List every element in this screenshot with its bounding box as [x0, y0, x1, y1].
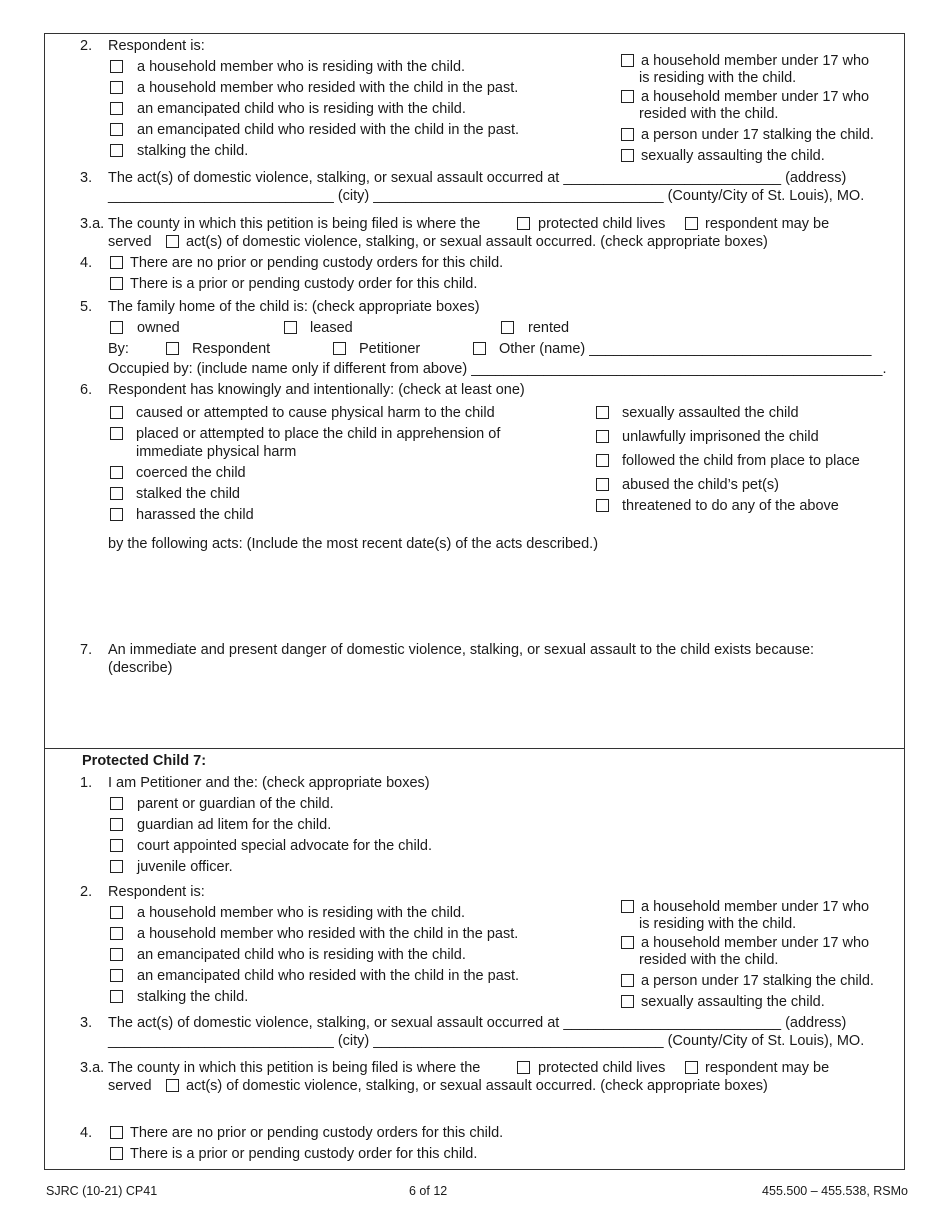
address-line: The act(s) of domestic violence, stalking, or sexual assault occurred at ___________________________ (address): [108, 170, 847, 186]
city-county-line: ____________________________ (city) ____________________________________ (County/City of St. Louis), MO.: [108, 188, 865, 204]
checkbox[interactable]: [284, 321, 297, 334]
checkbox[interactable]: [110, 406, 123, 419]
acts-description-area[interactable]: [108, 556, 888, 636]
checkbox[interactable]: [517, 1061, 530, 1074]
option-label: a household member who is residing with the child.: [137, 905, 466, 921]
option-label: respondent may be: [705, 216, 830, 232]
option-label: court appointed special advocate for the child.: [137, 838, 433, 854]
page-number: 6 of 12: [409, 1184, 448, 1198]
checkbox[interactable]: [621, 995, 634, 1008]
option-label: a household member who resided with the child in the past.: [137, 80, 519, 96]
question-text: The county in which this petition is being filed is where the: [108, 1060, 481, 1076]
item-number: 4.: [80, 255, 93, 271]
option-label: immediate physical harm: [136, 444, 297, 460]
item-number: 3.: [80, 170, 93, 186]
checkbox[interactable]: [110, 927, 123, 940]
option-label: resided with the child.: [639, 106, 779, 122]
checkbox[interactable]: [621, 936, 634, 949]
checkbox[interactable]: [621, 128, 634, 141]
option-label: resided with the child.: [639, 952, 779, 968]
checkbox[interactable]: [110, 797, 123, 810]
question-text: The family home of the child is: (check appropriate boxes): [108, 299, 480, 315]
question-text: (describe): [108, 660, 173, 676]
question-text: The county in which this petition is being filed is where the: [108, 216, 481, 232]
danger-description-area[interactable]: [108, 680, 888, 740]
checkbox[interactable]: [621, 149, 634, 162]
option-label: is residing with the child.: [639, 916, 797, 932]
checkbox[interactable]: [473, 342, 486, 355]
checkbox[interactable]: [110, 508, 123, 521]
checkbox[interactable]: [110, 81, 123, 94]
option-label: There is a prior or pending custody order for this child.: [130, 276, 478, 292]
option-label: By:: [108, 341, 129, 357]
statute-reference: 455.500 – 455.538, RSMo: [762, 1184, 908, 1198]
item-number: 3.: [80, 1015, 93, 1031]
option-label: act(s) of domestic violence, stalking, or sexual assault occurred. (check appropriate boxes): [186, 234, 768, 250]
checkbox[interactable]: [110, 144, 123, 157]
option-label: sexually assaulted the child: [622, 405, 799, 421]
option-label: Petitioner: [359, 341, 421, 357]
checkbox[interactable]: [333, 342, 346, 355]
option-label: a household member who is residing with the child.: [137, 59, 466, 75]
option-label: act(s) of domestic violence, stalking, or sexual assault occurred. (check appropriate boxes): [186, 1078, 768, 1094]
question-text: Respondent has knowingly and intentionally: (check at least one): [108, 382, 525, 398]
checkbox[interactable]: [596, 454, 609, 467]
option-label: There are no prior or pending custody orders for this child.: [130, 1125, 504, 1141]
checkbox[interactable]: [685, 217, 698, 230]
option-label: a person under 17 stalking the child.: [641, 973, 874, 989]
checkbox[interactable]: [110, 277, 123, 290]
option-label: caused or attempted to cause physical harm to the child: [136, 405, 495, 421]
checkbox[interactable]: [110, 1147, 123, 1160]
checkbox[interactable]: [110, 487, 123, 500]
checkbox[interactable]: [110, 990, 123, 1003]
checkbox[interactable]: [596, 430, 609, 443]
item-number: 1.: [80, 775, 93, 791]
checkbox[interactable]: [110, 427, 123, 440]
checkbox[interactable]: [110, 948, 123, 961]
checkbox[interactable]: [517, 217, 530, 230]
option-label: rented: [528, 320, 570, 336]
option-label: respondent may be: [705, 1060, 830, 1076]
option-label: a household member who resided with the child in the past.: [137, 926, 519, 942]
option-label: a household member under 17 who: [641, 89, 870, 105]
option-label: placed or attempted to place the child in apprehension of: [136, 426, 501, 442]
checkbox[interactable]: [621, 900, 634, 913]
item-number: 2.: [80, 38, 93, 54]
option-label: an emancipated child who resided with the child in the past.: [137, 968, 520, 984]
checkbox[interactable]: [596, 499, 609, 512]
option-label: stalked the child: [136, 486, 240, 502]
option-label: parent or guardian of the child.: [137, 796, 334, 812]
option-label: harassed the child: [136, 507, 254, 523]
checkbox[interactable]: [166, 1079, 179, 1092]
option-label: There are no prior or pending custody orders for this child.: [130, 255, 504, 271]
checkbox[interactable]: [110, 102, 123, 115]
option-label: a household member under 17 who: [641, 53, 870, 69]
item-number: 2.: [80, 884, 93, 900]
option-label: protected child lives: [538, 216, 666, 232]
question-text: I am Petitioner and the: (check appropriate boxes): [108, 775, 430, 791]
checkbox[interactable]: [110, 969, 123, 982]
section-divider: [44, 748, 905, 749]
option-label: leased: [310, 320, 353, 336]
option-label: guardian ad litem for the child.: [137, 817, 332, 833]
form-id: SJRC (10-21) CP41: [46, 1184, 158, 1198]
option-label: a person under 17 stalking the child.: [641, 127, 874, 143]
question-label: Respondent is:: [108, 38, 205, 54]
option-label: owned: [137, 320, 180, 336]
checkbox[interactable]: [596, 478, 609, 491]
option-label: served: [108, 1078, 152, 1094]
checkbox[interactable]: [110, 818, 123, 831]
option-label: followed the child from place to place: [622, 453, 860, 469]
option-label: is residing with the child.: [639, 70, 797, 86]
option-label: Respondent: [192, 341, 271, 357]
checkbox[interactable]: [110, 321, 123, 334]
option-label: coerced the child: [136, 465, 246, 481]
option-label: There is a prior or pending custody order for this child.: [130, 1146, 478, 1162]
address-line: The act(s) of domestic violence, stalking, or sexual assault occurred at ___________________________ (address): [108, 1015, 847, 1031]
option-label: sexually assaulting the child.: [641, 148, 825, 164]
acts-instruction: by the following acts: (Include the most recent date(s) of the acts described.): [108, 536, 599, 552]
section-title: Protected Child 7:: [82, 753, 207, 769]
checkbox[interactable]: [596, 406, 609, 419]
option-label: an emancipated child who is residing with the child.: [137, 101, 466, 117]
checkbox[interactable]: [685, 1061, 698, 1074]
occupied-by-line: Occupied by: (include name only if different from above) ___________________________________________________.: [108, 361, 887, 377]
checkbox[interactable]: [621, 974, 634, 987]
question-text: An immediate and present danger of domestic violence, stalking, or sexual assault to the child exists because:: [108, 642, 815, 658]
option-label: an emancipated child who is residing with the child.: [137, 947, 466, 963]
checkbox[interactable]: [621, 90, 634, 103]
checkbox[interactable]: [110, 1126, 123, 1139]
checkbox[interactable]: [501, 321, 514, 334]
option-label: sexually assaulting the child.: [641, 994, 825, 1010]
checkbox[interactable]: [110, 123, 123, 136]
question-label: Respondent is:: [108, 884, 205, 900]
option-label: threatened to do any of the above: [622, 498, 839, 514]
checkbox[interactable]: [110, 60, 123, 73]
option-label: served: [108, 234, 152, 250]
checkbox[interactable]: [166, 235, 179, 248]
option-label: unlawfully imprisoned the child: [622, 429, 819, 445]
checkbox[interactable]: [166, 342, 179, 355]
item-number: 7.: [80, 642, 93, 658]
option-label: an emancipated child who resided with the child in the past.: [137, 122, 520, 138]
item-number: 3.a.: [80, 1060, 105, 1076]
option-label: a household member under 17 who: [641, 899, 870, 915]
checkbox[interactable]: [110, 860, 123, 873]
option-label: juvenile officer.: [137, 859, 233, 875]
checkbox[interactable]: [110, 466, 123, 479]
item-number: 3.a.: [80, 216, 105, 232]
option-label: abused the child’s pet(s): [622, 477, 779, 493]
checkbox[interactable]: [110, 906, 123, 919]
item-number: 5.: [80, 299, 93, 315]
city-county-line: ____________________________ (city) ____________________________________ (County/City of St. Louis), MO.: [108, 1033, 865, 1049]
option-label: stalking the child.: [137, 143, 249, 159]
item-number: 6.: [80, 382, 93, 398]
checkbox[interactable]: [110, 839, 123, 852]
option-label: stalking the child.: [137, 989, 249, 1005]
option-label: protected child lives: [538, 1060, 666, 1076]
option-label: a household member under 17 who: [641, 935, 870, 951]
checkbox[interactable]: [621, 54, 634, 67]
checkbox[interactable]: [110, 256, 123, 269]
item-number: 4.: [80, 1125, 93, 1141]
other-name-line: Other (name) ___________________________________: [499, 341, 872, 357]
